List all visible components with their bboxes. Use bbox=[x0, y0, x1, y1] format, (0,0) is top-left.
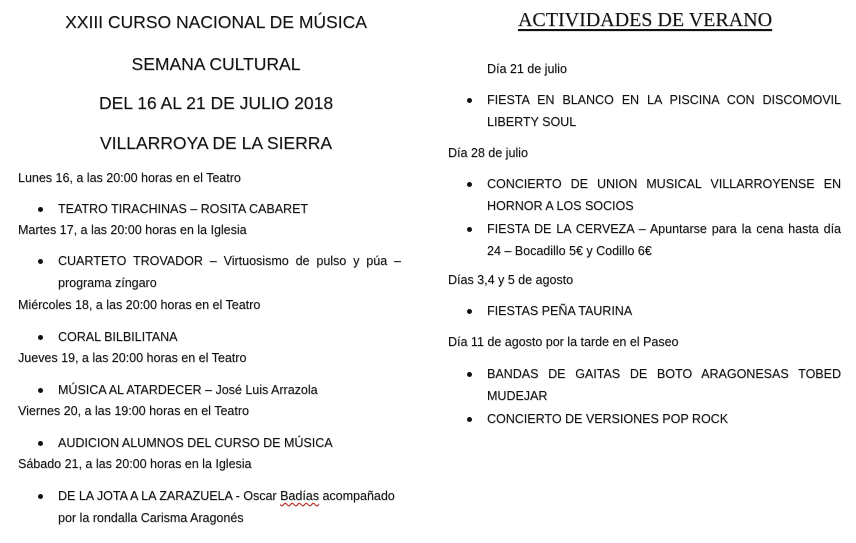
bullet-icon bbox=[38, 259, 43, 264]
left-column bbox=[18, 0, 414, 543]
list-item bbox=[58, 379, 401, 401]
bullet-icon bbox=[467, 98, 472, 103]
list-item bbox=[58, 432, 401, 454]
bullet-icon bbox=[38, 494, 43, 499]
event-name: BANDAS DE GAITAS DE BOTO ARAGONESAS TOBED MUDEJAR bbox=[487, 367, 841, 403]
bullet-icon bbox=[38, 441, 43, 446]
list-item bbox=[58, 198, 401, 220]
event-name: CONCIERTO DE UNION MUSICAL VILLARROYENSE EN HORNOR A LOS SOCIOS bbox=[487, 177, 841, 213]
town-name: VILLARROYA DE LA SIERRA bbox=[99, 133, 333, 153]
event-name: MÚSICA AL ATARDECER – José Luis Arrazola bbox=[58, 383, 318, 397]
spellcheck-word: Badías bbox=[280, 489, 319, 503]
event-name: AUDICION ALUMNOS DEL CURSO DE MÚSICA bbox=[58, 436, 333, 450]
list-item bbox=[58, 326, 401, 348]
summer-activities-title: ACTIVIDADES DE VERANO bbox=[517, 9, 773, 31]
list-item bbox=[487, 408, 841, 430]
event-name: FIESTA EN BLANCO EN LA PISCINA CON DISCOMOVIL LIBERTY SOUL bbox=[487, 93, 841, 129]
bullet-icon bbox=[467, 372, 472, 377]
week-title: SEMANA CULTURAL bbox=[131, 54, 301, 74]
list-item bbox=[58, 250, 401, 294]
list-item bbox=[487, 173, 841, 217]
day-label-viernes: Viernes 20, a las 19:00 horas en el Teatro bbox=[18, 404, 249, 418]
section-label-august-11: Día 11 de agosto por la tarde en el Paseo bbox=[448, 335, 679, 349]
list-item bbox=[487, 363, 841, 407]
right-column bbox=[448, 0, 842, 543]
list-item bbox=[487, 89, 841, 133]
bullet-icon bbox=[38, 207, 43, 212]
event-name-continued: acompañado por la rondalla Carisma Aragonés bbox=[58, 489, 395, 525]
section-label-august-3-5: Días 3,4 y 5 de agosto bbox=[448, 273, 574, 287]
section-label-july-28: Día 28 de julio bbox=[448, 146, 528, 160]
event-name: CUARTETO TROVADOR – Virtuosismo de pulso y púa – programa zíngaro bbox=[58, 254, 401, 290]
day-label-jueves: Jueves 19, a las 20:00 horas en el Teatro bbox=[18, 351, 247, 365]
date-range: DEL 16 AL 21 DE JULIO 2018 bbox=[98, 93, 334, 113]
list-item bbox=[58, 485, 413, 529]
day-label-sabado: Sábado 21, a las 20:00 horas en la Iglesia bbox=[18, 457, 252, 471]
event-name: CORAL BILBILITANA bbox=[58, 330, 178, 344]
event-name: FIESTA DE LA CERVEZA – Apuntarse para la cena hasta día 24 – Bocadillo 5€ y Codillo 6€ bbox=[487, 222, 841, 258]
event-name: TEATRO TIRACHINAS – ROSITA CABARET bbox=[58, 202, 309, 216]
bullet-icon bbox=[38, 388, 43, 393]
bullet-icon bbox=[467, 227, 472, 232]
day-label-miercoles: Miércoles 18, a las 20:00 horas en el Teatro bbox=[18, 298, 261, 312]
section-label-july-21: Día 21 de julio bbox=[487, 62, 567, 76]
list-item bbox=[487, 218, 841, 262]
bullet-icon bbox=[467, 309, 472, 314]
event-name: DE LA JOTA A LA ZARAZUELA - Oscar bbox=[58, 489, 281, 503]
day-label-lunes: Lunes 16, a las 20:00 horas en el Teatro bbox=[18, 171, 241, 185]
day-label-martes: Martes 17, a las 20:00 horas en la Iglesia bbox=[18, 223, 247, 237]
bullet-icon bbox=[467, 417, 472, 422]
list-item bbox=[487, 300, 841, 322]
event-name: CONCIERTO DE VERSIONES POP ROCK bbox=[487, 412, 729, 426]
bullet-icon bbox=[38, 335, 43, 340]
course-title: XXIII CURSO NACIONAL DE MÚSICA bbox=[65, 12, 367, 32]
event-name: FIESTAS PEÑA TAURINA bbox=[487, 304, 633, 318]
bullet-icon bbox=[467, 182, 472, 187]
